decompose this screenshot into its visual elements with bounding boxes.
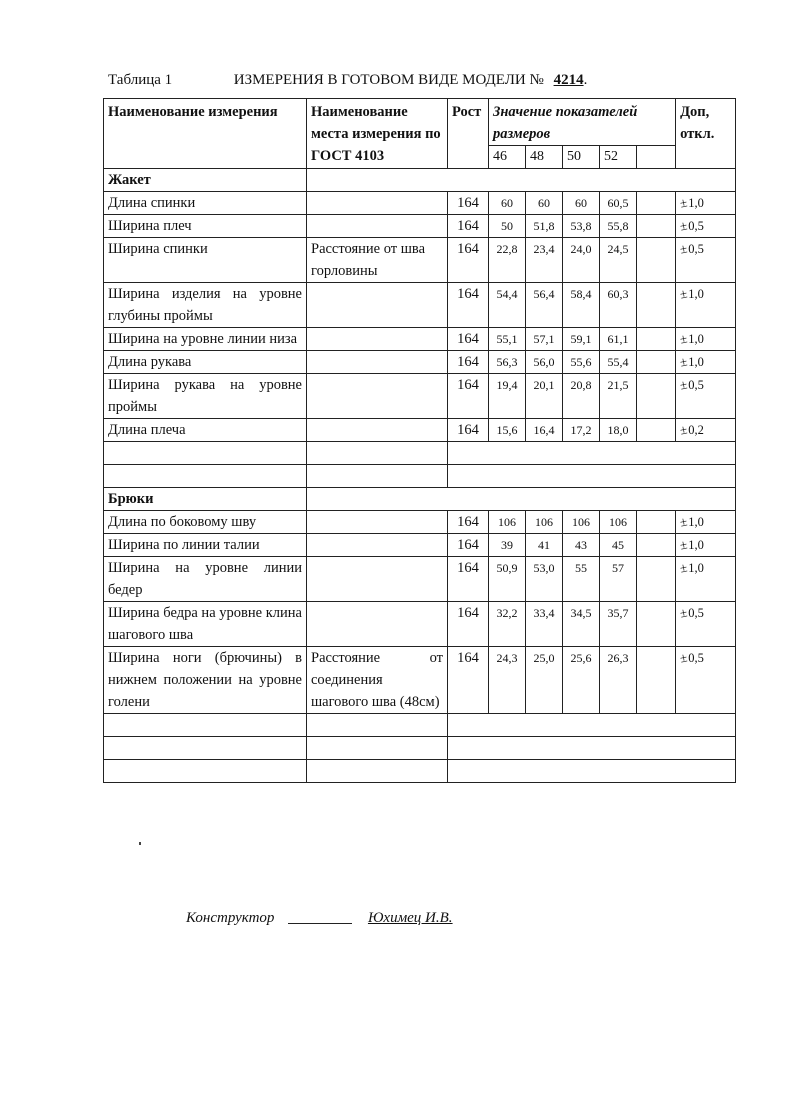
height-cell: 164 xyxy=(448,374,489,419)
size-value: 53,8 xyxy=(563,215,600,238)
size-value-empty xyxy=(637,374,676,419)
measure-place xyxy=(307,215,448,238)
table-row xyxy=(104,557,736,602)
tolerance-cell xyxy=(676,419,736,442)
measure-place xyxy=(307,534,448,557)
size-value-empty xyxy=(637,602,676,647)
size-value-empty xyxy=(637,534,676,557)
table-row xyxy=(104,192,736,215)
signature-line xyxy=(186,910,453,927)
height-cell: 164 xyxy=(448,351,489,374)
size-value: 20,8 xyxy=(563,374,600,419)
size-value-empty xyxy=(637,419,676,442)
plus-minus-icon: ± xyxy=(678,421,689,438)
tolerance-cell xyxy=(676,192,736,215)
size-cell: 48 xyxy=(526,146,563,169)
height-cell: 164 xyxy=(448,283,489,328)
size-value-empty xyxy=(637,328,676,351)
tolerance-cell xyxy=(676,238,736,283)
title-text: ИЗМЕРЕНИЯ В ГОТОВОМ ВИДЕ МОДЕЛИ № xyxy=(233,72,544,88)
size-value: 106 xyxy=(600,511,637,534)
empty-cell xyxy=(104,714,307,737)
size-value-empty xyxy=(637,215,676,238)
size-value: 56,3 xyxy=(489,351,526,374)
size-value: 51,8 xyxy=(526,215,563,238)
measure-place: Расстояние от шва горловины xyxy=(307,238,448,283)
size-cell: 50 xyxy=(563,146,600,169)
height-cell: 164 xyxy=(448,238,489,283)
tolerance-cell xyxy=(676,374,736,419)
size-value: 59,1 xyxy=(563,328,600,351)
table-row xyxy=(104,419,736,442)
plus-minus-icon: ± xyxy=(678,285,689,302)
section-title: Жакет xyxy=(104,169,307,192)
tolerance-value: 0,5 xyxy=(688,378,704,392)
size-value: 55,1 xyxy=(489,328,526,351)
measure-place xyxy=(307,283,448,328)
size-value: 55,4 xyxy=(600,351,637,374)
table-row xyxy=(104,647,736,714)
measure-name: Длина спинки xyxy=(104,192,307,215)
measure-place: Расстояние от соединения шагового шва (48см) xyxy=(307,647,448,714)
size-cell-empty xyxy=(637,146,676,169)
size-value: 60,3 xyxy=(600,283,637,328)
table-row xyxy=(104,511,736,534)
size-value: 106 xyxy=(563,511,600,534)
tolerance-cell xyxy=(676,215,736,238)
measure-place xyxy=(307,351,448,374)
height-cell: 164 xyxy=(448,534,489,557)
empty-cell xyxy=(307,760,448,783)
document-title xyxy=(108,72,587,89)
tolerance-value: 0,5 xyxy=(688,651,704,665)
empty-row xyxy=(104,465,736,488)
plus-minus-icon: ± xyxy=(678,194,689,211)
tolerance-value: 1,0 xyxy=(688,515,704,529)
size-value: 24,0 xyxy=(563,238,600,283)
tolerance-cell xyxy=(676,647,736,714)
empty-cell xyxy=(448,714,736,737)
tolerance-value: 0,2 xyxy=(688,423,704,437)
plus-minus-icon: ± xyxy=(678,353,689,370)
size-value-empty xyxy=(637,192,676,215)
stray-mark xyxy=(139,842,141,845)
height-cell: 164 xyxy=(448,511,489,534)
plus-minus-icon: ± xyxy=(678,536,689,553)
size-value: 57,1 xyxy=(526,328,563,351)
size-value-empty xyxy=(637,238,676,283)
tolerance-value: 0,5 xyxy=(688,219,704,233)
measure-place xyxy=(307,419,448,442)
measure-name: Ширина спинки xyxy=(104,238,307,283)
size-value: 18,0 xyxy=(600,419,637,442)
size-value: 25,0 xyxy=(526,647,563,714)
height-cell: 164 xyxy=(448,215,489,238)
height-cell: 164 xyxy=(448,328,489,351)
empty-row xyxy=(104,442,736,465)
size-value: 23,4 xyxy=(526,238,563,283)
header-tolerance: Доп, откл. xyxy=(676,99,736,169)
header-place: Наименование места измерения по ГОСТ 4103 xyxy=(307,99,448,169)
empty-row xyxy=(104,760,736,783)
measure-name: Ширина ноги (брючины) в нижнем положении на уровне голени xyxy=(104,647,307,714)
section-title: Брюки xyxy=(104,488,307,511)
plus-minus-icon: ± xyxy=(678,513,689,530)
size-cell: 52 xyxy=(600,146,637,169)
tolerance-value: 0,5 xyxy=(688,606,704,620)
plus-minus-icon: ± xyxy=(678,559,689,576)
size-value: 106 xyxy=(489,511,526,534)
height-cell: 164 xyxy=(448,602,489,647)
size-value: 56,0 xyxy=(526,351,563,374)
model-number: 4214 xyxy=(553,72,584,88)
size-value: 19,4 xyxy=(489,374,526,419)
table-row xyxy=(104,215,736,238)
size-value: 24,3 xyxy=(489,647,526,714)
section-row xyxy=(104,488,736,511)
empty-row xyxy=(104,737,736,760)
tolerance-cell xyxy=(676,602,736,647)
empty-cell xyxy=(448,737,736,760)
tolerance-cell xyxy=(676,557,736,602)
size-value: 35,7 xyxy=(600,602,637,647)
constructor-name: Юхимец И.В. xyxy=(367,910,453,926)
measure-name: Ширина рукава на уровне проймы xyxy=(104,374,307,419)
size-value: 17,2 xyxy=(563,419,600,442)
measure-place xyxy=(307,374,448,419)
size-value: 54,4 xyxy=(489,283,526,328)
size-value: 60 xyxy=(489,192,526,215)
size-value: 43 xyxy=(563,534,600,557)
measure-name: Ширина на уровне линии бедер xyxy=(104,557,307,602)
tolerance-value: 0,5 xyxy=(688,242,704,256)
size-value: 33,4 xyxy=(526,602,563,647)
plus-minus-icon: ± xyxy=(678,240,689,257)
size-value: 24,5 xyxy=(600,238,637,283)
size-value: 60 xyxy=(563,192,600,215)
empty-cell xyxy=(307,488,736,511)
table-row xyxy=(104,328,736,351)
tolerance-value: 1,0 xyxy=(688,332,704,346)
size-value: 41 xyxy=(526,534,563,557)
measure-name: Ширина плеч xyxy=(104,215,307,238)
header-row xyxy=(104,99,736,146)
empty-cell xyxy=(448,465,736,488)
measure-name: Ширина по линии талии xyxy=(104,534,307,557)
size-value-empty xyxy=(637,647,676,714)
tolerance-cell xyxy=(676,534,736,557)
size-value: 55 xyxy=(563,557,600,602)
size-value-empty xyxy=(637,557,676,602)
size-value: 21,5 xyxy=(600,374,637,419)
size-value: 50,9 xyxy=(489,557,526,602)
height-cell: 164 xyxy=(448,647,489,714)
size-value: 26,3 xyxy=(600,647,637,714)
header-values: Значение показателей размеров xyxy=(489,99,676,146)
size-value: 15,6 xyxy=(489,419,526,442)
empty-cell xyxy=(307,465,448,488)
measure-name: Ширина изделия на уровне глубины проймы xyxy=(104,283,307,328)
section-row xyxy=(104,169,736,192)
size-value: 60,5 xyxy=(600,192,637,215)
header-name: Наименование измерения xyxy=(104,99,307,169)
measurements-table xyxy=(103,98,736,783)
empty-cell xyxy=(104,442,307,465)
tolerance-value: 1,0 xyxy=(688,196,704,210)
table-body xyxy=(104,169,736,783)
size-value: 56,4 xyxy=(526,283,563,328)
size-value: 57 xyxy=(600,557,637,602)
empty-cell xyxy=(448,442,736,465)
tolerance-cell xyxy=(676,328,736,351)
plus-minus-icon: ± xyxy=(678,330,689,347)
measure-place xyxy=(307,557,448,602)
size-value: 22,8 xyxy=(489,238,526,283)
size-value: 25,6 xyxy=(563,647,600,714)
size-value: 32,2 xyxy=(489,602,526,647)
size-value: 16,4 xyxy=(526,419,563,442)
height-cell: 164 xyxy=(448,192,489,215)
tolerance-cell xyxy=(676,511,736,534)
tolerance-cell xyxy=(676,351,736,374)
measure-place xyxy=(307,602,448,647)
table-row xyxy=(104,238,736,283)
size-value-empty xyxy=(637,283,676,328)
measure-place xyxy=(307,328,448,351)
table-row xyxy=(104,351,736,374)
table-row xyxy=(104,534,736,557)
size-value: 58,4 xyxy=(563,283,600,328)
table-row xyxy=(104,602,736,647)
tolerance-value: 1,0 xyxy=(688,355,704,369)
height-cell: 164 xyxy=(448,557,489,602)
size-value: 106 xyxy=(526,511,563,534)
table-row xyxy=(104,283,736,328)
height-cell: 164 xyxy=(448,419,489,442)
size-value-empty xyxy=(637,351,676,374)
tolerance-cell xyxy=(676,283,736,328)
empty-cell xyxy=(307,169,736,192)
size-value: 60 xyxy=(526,192,563,215)
measure-name: Длина плеча xyxy=(104,419,307,442)
measure-name: Длина рукава xyxy=(104,351,307,374)
plus-minus-icon: ± xyxy=(678,217,689,234)
size-value: 20,1 xyxy=(526,374,563,419)
table-row xyxy=(104,374,736,419)
size-value: 55,6 xyxy=(563,351,600,374)
signature-blank xyxy=(288,923,352,924)
empty-cell xyxy=(448,760,736,783)
size-value: 50 xyxy=(489,215,526,238)
empty-cell xyxy=(104,760,307,783)
plus-minus-icon: ± xyxy=(678,604,689,621)
size-value: 55,8 xyxy=(600,215,637,238)
measure-name: Длина по боковому шву xyxy=(104,511,307,534)
empty-cell xyxy=(104,737,307,760)
size-value: 45 xyxy=(600,534,637,557)
constructor-label: Конструктор xyxy=(186,910,275,926)
header-height: Рост xyxy=(448,99,489,169)
empty-cell xyxy=(104,465,307,488)
tolerance-value: 1,0 xyxy=(688,287,704,301)
table-label: Таблица 1 xyxy=(108,72,173,88)
size-value-empty xyxy=(637,511,676,534)
measure-place xyxy=(307,511,448,534)
size-value: 53,0 xyxy=(526,557,563,602)
measure-place xyxy=(307,192,448,215)
empty-cell xyxy=(307,442,448,465)
empty-row xyxy=(104,714,736,737)
size-value: 39 xyxy=(489,534,526,557)
empty-cell xyxy=(307,737,448,760)
plus-minus-icon: ± xyxy=(678,376,689,393)
measure-name: Ширина бедра на уровне клина шагового шва xyxy=(104,602,307,647)
size-cell: 46 xyxy=(489,146,526,169)
empty-cell xyxy=(307,714,448,737)
plus-minus-icon: ± xyxy=(678,649,689,666)
size-value: 34,5 xyxy=(563,602,600,647)
tolerance-value: 1,0 xyxy=(688,538,704,552)
title-period: . xyxy=(583,72,588,88)
measure-name: Ширина на уровне линии низа xyxy=(104,328,307,351)
tolerance-value: 1,0 xyxy=(688,561,704,575)
size-value: 61,1 xyxy=(600,328,637,351)
